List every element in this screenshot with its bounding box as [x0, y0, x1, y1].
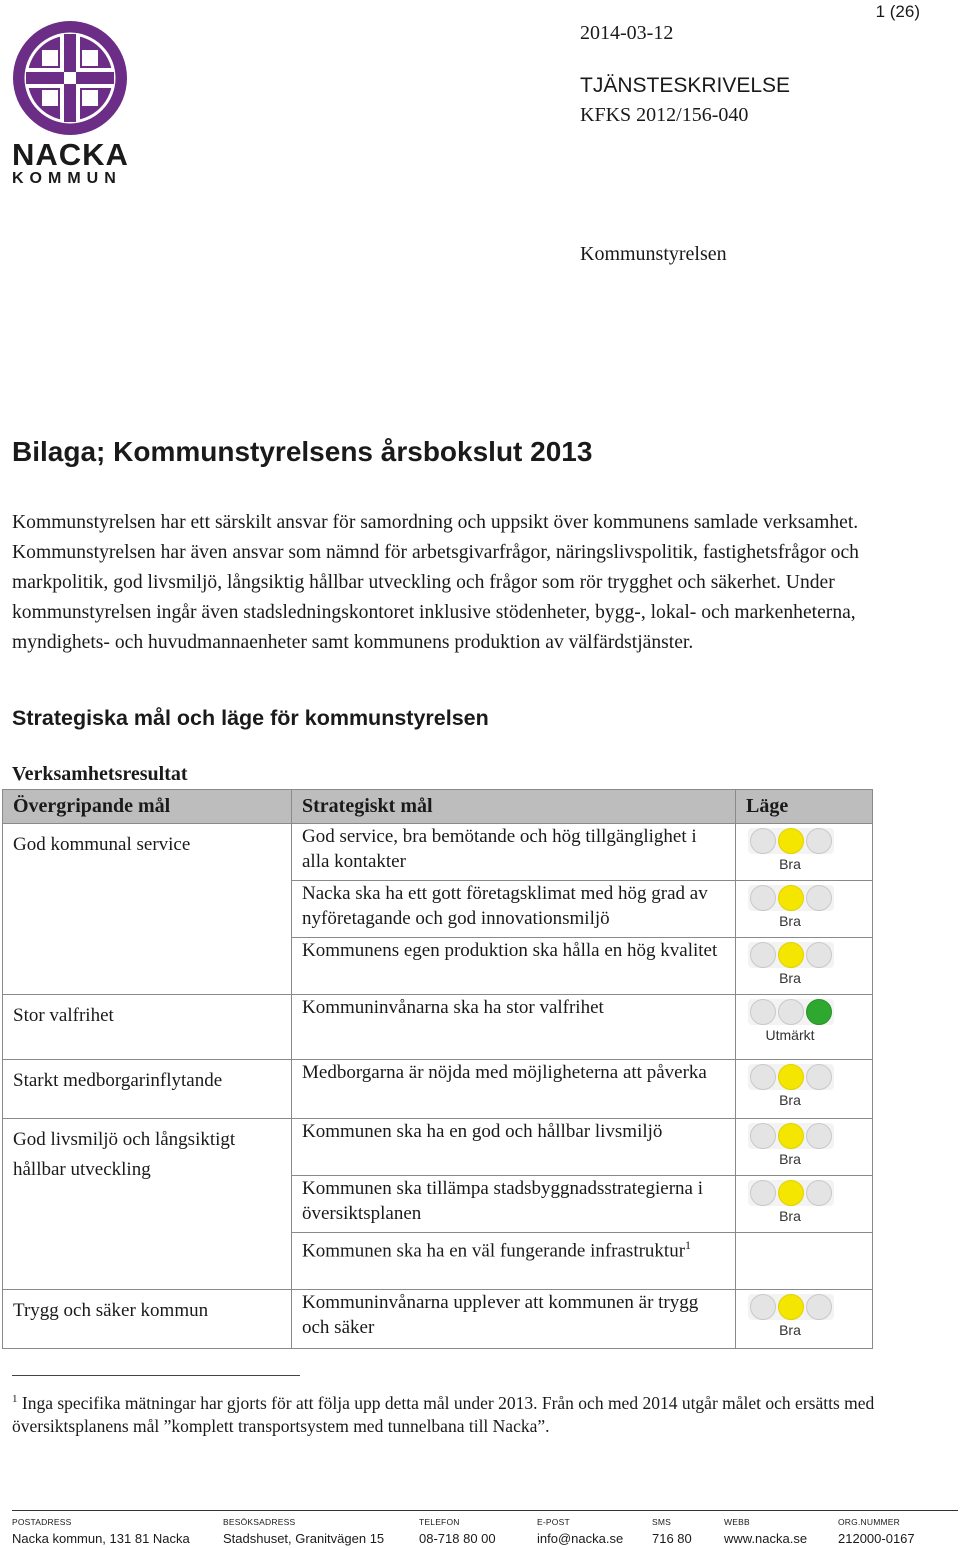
traffic-light-icon	[748, 1180, 834, 1223]
strategic-goal-cell	[292, 1233, 736, 1290]
status-light-off	[750, 1294, 776, 1320]
overall-goal-cell: Starkt medborgarinflytande	[3, 1060, 292, 1119]
status-cell	[736, 1176, 873, 1233]
strategic-goal-cell	[292, 1060, 736, 1119]
status-light-off	[750, 1123, 776, 1149]
footer-label: SMS	[652, 1517, 672, 1527]
footer-value: Stadshuset, Granitvägen 15	[223, 1531, 385, 1546]
traffic-light-icon	[748, 942, 834, 985]
status-light-off	[806, 1294, 832, 1320]
footnote-reference: 1	[685, 1238, 692, 1252]
footnote-text: Inga specifika mätningar har gjorts för att följa upp detta mål under 2013. Från och med 2014 utgår målet och ersätts med översiktsplanens mål ”komplett transportsystem med tunnelbana till Nacka”.	[12, 1392, 875, 1436]
status-light-off	[806, 1064, 832, 1090]
strategic-goal-text: Kommuninvånarna upplever att kommunen är trygg och säker	[302, 1292, 699, 1338]
column-header-strategic: Strategiskt mål	[292, 790, 736, 824]
footer-item	[724, 1517, 807, 1546]
document-reference: KFKS 2012/156-040	[580, 104, 749, 126]
footer-value: www.nacka.se	[724, 1531, 808, 1546]
status-light-off	[778, 999, 804, 1025]
status-label: Bra	[779, 970, 801, 986]
status-label: Bra	[779, 1322, 801, 1338]
strategic-goal-cell	[292, 995, 736, 1060]
overall-goal-cell: Stor valfrihet	[3, 995, 292, 1060]
status-light-yellow	[778, 1064, 804, 1090]
status-label: Bra	[779, 1208, 801, 1224]
overall-goal-cell: Trygg och säker kommun	[3, 1290, 292, 1349]
recipient: Kommunstyrelsen	[580, 243, 727, 265]
strategic-goal-text: Medborgarna är nöjda med möjligheterna att påverka	[302, 1062, 707, 1083]
overall-goal-cell: God livsmiljö och långsiktigt hållbar utveckling	[3, 1119, 292, 1290]
status-light-yellow	[778, 1180, 804, 1206]
footnote-divider	[12, 1375, 300, 1376]
footer-label: E-POST	[537, 1517, 570, 1527]
footnote-marker: 1	[12, 1393, 18, 1405]
strategic-goal-cell	[292, 1290, 736, 1349]
results-table	[2, 789, 873, 1349]
strategic-goal-text: Kommunen ska ha en god och hållbar livsmiljö	[302, 1121, 663, 1142]
status-light-off	[750, 1064, 776, 1090]
status-cell	[736, 938, 873, 995]
table-header-row	[3, 790, 873, 824]
document-type: TJÄNSTESKRIVELSE	[580, 74, 791, 97]
strategic-goal-cell	[292, 824, 736, 881]
strategic-goal-text: Kommunen ska tillämpa stadsbyggnadsstrategierna i översiktsplanen	[302, 1178, 704, 1224]
footer-item	[537, 1517, 623, 1546]
status-light-green	[806, 999, 832, 1025]
strategic-goal-text: Kommuninvånarna ska ha stor valfrihet	[302, 997, 604, 1018]
nacka-emblem-icon	[12, 20, 132, 141]
status-light-off	[750, 828, 776, 854]
overall-goal-cell: God kommunal service	[3, 824, 292, 995]
strategic-goal-text: Kommunen ska ha en väl fungerande infrastruktur	[302, 1240, 686, 1262]
footer-item	[12, 1517, 190, 1546]
status-cell	[736, 1290, 873, 1349]
footer-divider	[12, 1510, 958, 1511]
strategic-goal-text: Kommunens egen produktion ska hålla en hög kvalitet	[302, 940, 718, 961]
status-light-yellow	[778, 1294, 804, 1320]
table-caption: Verksamhetsresultat	[12, 763, 188, 785]
strategic-goal-text: God service, bra bemötande och hög tillgänglighet i alla kontakter	[302, 826, 697, 872]
traffic-light-icon	[748, 1123, 834, 1166]
status-label: Bra	[779, 1092, 801, 1108]
footer-label: BESÖKSADRESS	[223, 1517, 296, 1527]
footer-label: POSTADRESS	[12, 1517, 72, 1527]
status-cell	[736, 881, 873, 938]
footnote	[12, 1388, 892, 1438]
table-row	[3, 1290, 873, 1349]
intro-paragraph: Kommunstyrelsen har ett särskilt ansvar för samordning och uppsikt över kommunens samlade verksamhet. Kommunstyrelsen har även ansvar som nämnd för arbetsgivarfrågor, näringslivspolitik, fastighetsfrågor och markpolitik, god livsmiljö, långsiktig hållbar utveckling och frågor som rör trygghet och säkerhet. Under kommunstyrelsen ingår även stadsledningskontoret inklusive stödenheter, bygg-, lokal- och markenheterna, myndighets- och huvudmannaenheter samt kommunens produktion av välfärdstjänster.	[12, 512, 859, 653]
table-row	[3, 824, 873, 881]
status-cell	[736, 995, 873, 1060]
table-row	[3, 1060, 873, 1119]
status-light-yellow	[778, 885, 804, 911]
status-cell	[736, 1119, 873, 1176]
status-light-yellow	[778, 828, 804, 854]
status-label: Bra	[779, 1151, 801, 1167]
section-heading: Strategiska mål och läge för kommunstyrelsen	[12, 706, 489, 730]
footer-label: WEBB	[724, 1517, 750, 1527]
footer-value: 08-718 80 00	[419, 1531, 496, 1546]
footer-item	[419, 1517, 496, 1546]
footer-item	[223, 1517, 384, 1546]
status-light-off	[750, 1180, 776, 1206]
footer-item	[838, 1517, 915, 1546]
footer-value: 212000-0167	[838, 1531, 915, 1546]
status-cell	[736, 824, 873, 881]
status-light-off	[750, 999, 776, 1025]
status-label: Bra	[779, 913, 801, 929]
status-light-off	[806, 1180, 832, 1206]
status-label: Bra	[779, 856, 801, 872]
status-light-yellow	[778, 942, 804, 968]
footer-item	[652, 1517, 692, 1546]
traffic-light-icon	[748, 1064, 834, 1107]
strategic-goal-text: Nacka ska ha ett gott företagsklimat med hög grad av nyföretagande och god innovationsmiljö	[302, 883, 708, 929]
status-light-off	[750, 885, 776, 911]
strategic-goal-cell	[292, 1119, 736, 1176]
column-header-goal: Övergripande mål	[3, 790, 292, 824]
table-row	[3, 995, 873, 1060]
logo-subtitle: KOMMUN	[12, 170, 122, 187]
traffic-light-icon	[748, 999, 834, 1042]
traffic-light-icon	[748, 828, 834, 871]
strategic-goal-cell	[292, 881, 736, 938]
footer-value: info@nacka.se	[537, 1531, 624, 1546]
page-number: 1 (26)	[875, 2, 920, 21]
status-cell	[736, 1233, 873, 1290]
footer-label: ORG.NUMMER	[838, 1517, 900, 1527]
status-light-off	[806, 885, 832, 911]
status-cell	[736, 1060, 873, 1119]
strategic-goal-cell	[292, 938, 736, 995]
strategic-goal-cell	[292, 1176, 736, 1233]
page-title: Bilaga; Kommunstyrelsens årsbokslut 2013	[12, 436, 593, 467]
footer-value: Nacka kommun, 131 81 Nacka	[12, 1531, 190, 1546]
status-light-off	[806, 828, 832, 854]
status-light-off	[750, 942, 776, 968]
status-light-off	[806, 1123, 832, 1149]
traffic-light-icon	[748, 885, 834, 928]
column-header-status: Läge	[736, 790, 873, 824]
status-light-yellow	[778, 1123, 804, 1149]
document-date: 2014-03-12	[580, 22, 674, 44]
footer-label: TELEFON	[419, 1517, 460, 1527]
status-light-off	[806, 942, 832, 968]
footer-value: 716 80	[652, 1531, 692, 1546]
traffic-light-icon	[748, 1294, 834, 1337]
table-row	[3, 1119, 873, 1176]
status-label: Utmärkt	[765, 1027, 815, 1043]
logo-wordmark: NACKA	[12, 137, 129, 172]
